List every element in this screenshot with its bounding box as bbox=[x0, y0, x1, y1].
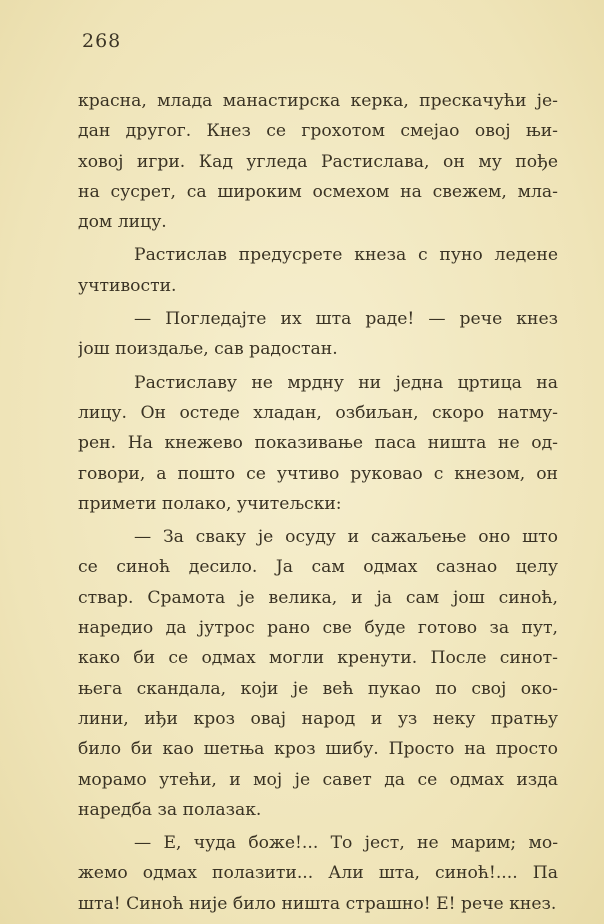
text-line: морамо утећи, и мој је савет да се одмах изда bbox=[78, 769, 558, 790]
text-line: — Е, чуда боже!... То јест, не марим; мо- bbox=[134, 833, 558, 854]
body-text bbox=[78, 86, 558, 919]
text-line: учтивости. bbox=[78, 275, 177, 296]
text-line: примети полако, учитељски: bbox=[78, 493, 342, 514]
text-line: њега скандала, који је већ пукао по свој око- bbox=[78, 678, 558, 699]
text-line: говори, а пошто се учтиво руковао с кнезом, он bbox=[78, 463, 558, 484]
text-line: рен. На кнежево показивање паса ништа не од- bbox=[78, 433, 558, 454]
text-line: ствар. Срамота је велика, и ја сам још синоћ, bbox=[78, 587, 558, 608]
text-line: Растиславу не мрдну ни једна цртица на bbox=[134, 372, 558, 393]
text-line: се синоћ десило. Ја сам одмах сазнао целу bbox=[78, 557, 558, 578]
text-line: — За сваку је осуду и сажаљење оно што bbox=[134, 527, 558, 548]
paragraph bbox=[78, 522, 558, 825]
text-line: — Погледајте их шта раде! — рече кнез bbox=[134, 309, 558, 330]
text-line: лини, иђи кроз овај народ и уз неку пратњу bbox=[78, 708, 558, 729]
text-line: лицу. Он остеде хладан, озбиљан, скоро натму- bbox=[78, 402, 558, 423]
text-line: дан другог. Кнез се грохотом смејао овој њи- bbox=[78, 121, 558, 142]
paragraph bbox=[78, 304, 558, 365]
paragraph bbox=[78, 368, 558, 519]
paragraph bbox=[78, 240, 558, 301]
text-line: Растислав предусрете кнеза с пуно ледене bbox=[134, 245, 558, 266]
text-line: још поиздаље, сав радостан. bbox=[78, 339, 338, 360]
paragraph bbox=[78, 86, 558, 237]
text-line: жемо одмах полазити... Али шта, синоћ!.... Па bbox=[78, 863, 558, 884]
page-number: 268 bbox=[82, 30, 122, 52]
text-line: како би се одмах могли кренути. После синот- bbox=[78, 648, 558, 669]
text-line: ховој игри. Кад угледа Растислава, он му пође bbox=[78, 151, 558, 172]
text-line: дом лицу. bbox=[78, 212, 167, 233]
text-line: наредио да јутрос рано све буде готово за пут, bbox=[78, 618, 558, 639]
paragraph bbox=[78, 828, 558, 919]
text-line: красна, млада манастирска керка, прескачући је- bbox=[78, 91, 558, 111]
text-line: шта! Синоћ није било ништа страшно! Е! рече кнез. bbox=[78, 893, 557, 914]
text-line: на сусрет, са широким осмехом на свежем, мла- bbox=[78, 181, 558, 202]
text-line: било би као шетња кроз шибу. Просто на просто bbox=[78, 739, 558, 760]
text-line: наредба за полазак. bbox=[78, 799, 262, 820]
